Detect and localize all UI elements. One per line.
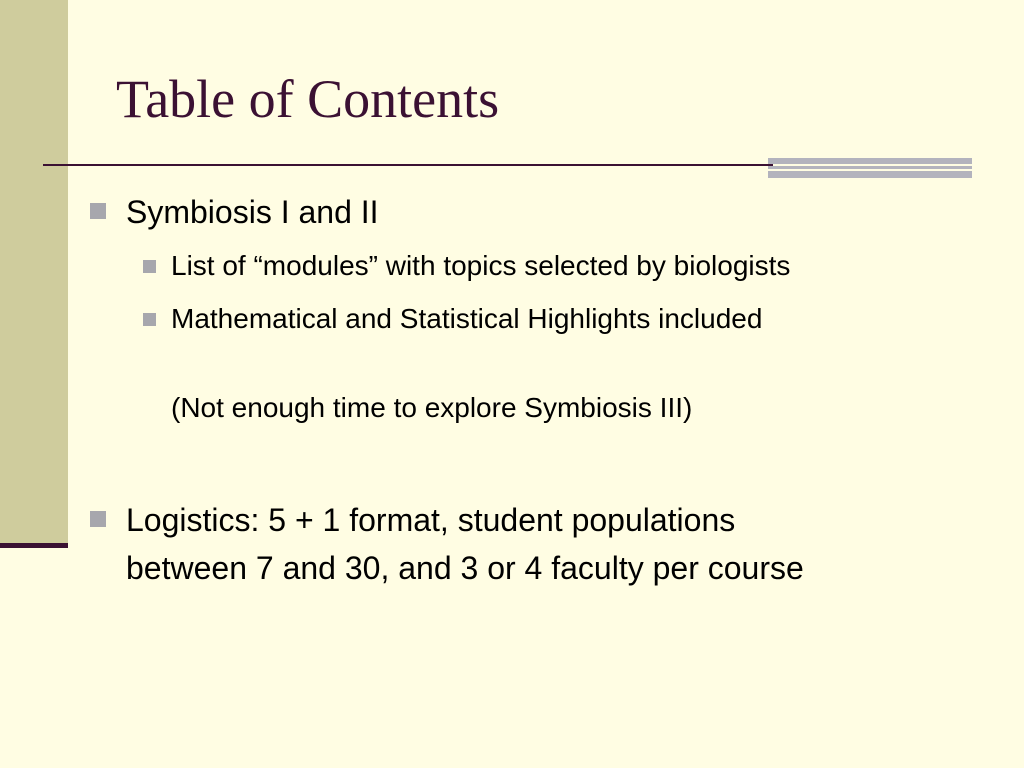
sub-bullet-marker-icon [143,313,156,326]
slide-title: Table of Contents [116,69,500,129]
sub-bullet-marker-icon [143,260,156,273]
bullet-text-symbiosis: Symbiosis I and II [126,194,379,230]
bullet-text-logistics-line-1: Logistics: 5 + 1 format, student populations [126,502,736,538]
bullet-text-logistics-line-2: between 7 and 30, and 3 or 4 faculty per course [126,550,804,586]
bullet-marker-icon [90,203,106,219]
bullet-marker-icon [90,511,106,527]
sub-bullet-text-modules: List of “modules” with topics selected by biologists [171,250,791,281]
sub-bullet-note: (Not enough time to explore Symbiosis III) [171,392,693,423]
sub-bullet-text-highlights: Mathematical and Statistical Highlights included [171,303,763,334]
